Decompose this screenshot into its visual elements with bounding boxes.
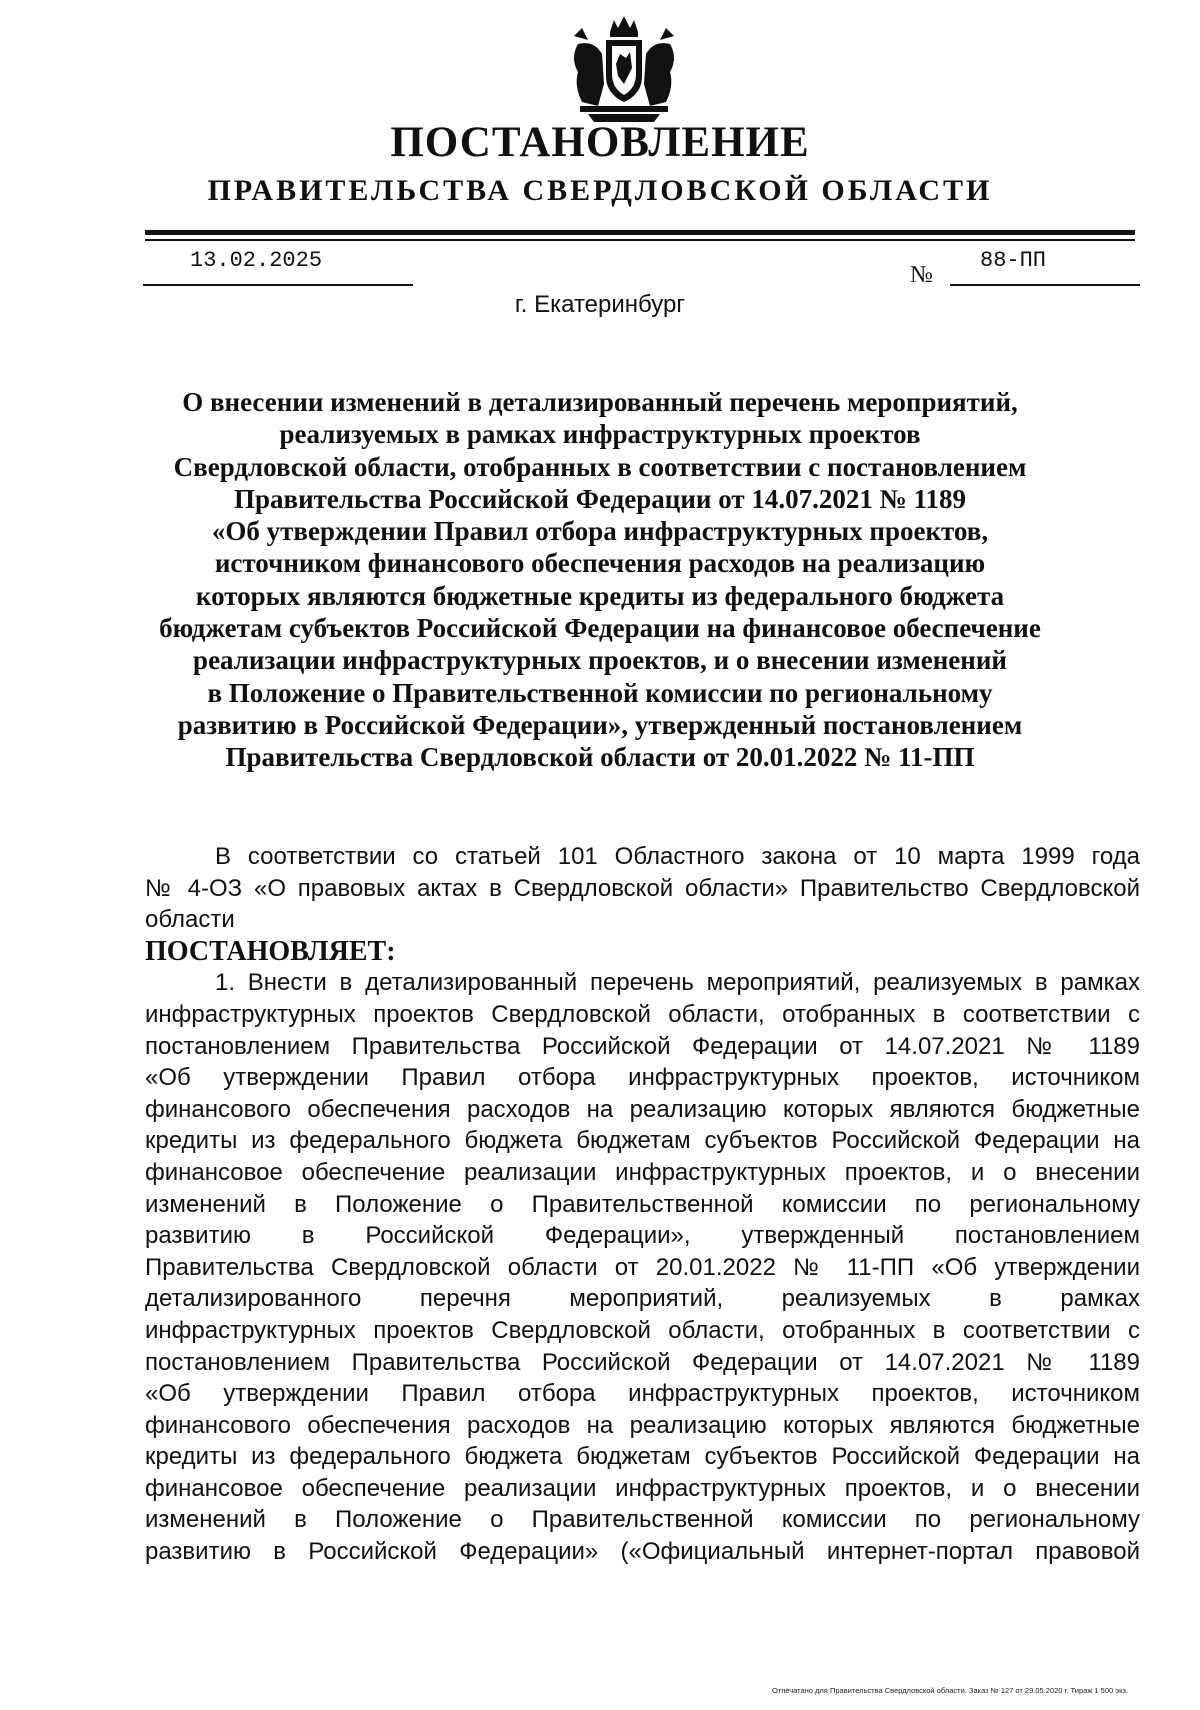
item1-line: постановлением Правительства Российской Федерации от 14.07.2021 № 1189 bbox=[145, 1348, 1140, 1376]
item1-line: развитию в Российской Федерации» («Официальный интернет-портал правовой bbox=[145, 1538, 1140, 1566]
item1-line: финансового обеспечения расходов на реализацию которых являются бюджетные bbox=[145, 1411, 1140, 1439]
heading-line: Правительства Российской Федерации от 14.07.2021 № 1189 bbox=[234, 483, 966, 514]
heading-line: «Об утверждении Правил отбора инфраструктурных проектов, bbox=[211, 516, 989, 547]
number-underline bbox=[950, 284, 1140, 286]
heading-line: бюджетам субъектов Российской Федерации на финансовое обеспечение bbox=[159, 613, 1041, 644]
date-underline bbox=[143, 284, 413, 286]
document-date: 13.02.2025 bbox=[190, 248, 323, 273]
item1-line: изменений в Положение о Правительственной комиссии по региональному bbox=[145, 1506, 1140, 1534]
issuer-subtitle: ПРАВИТЕЛЬСТВА СВЕРДЛОВСКОЙ ОБЛАСТИ bbox=[207, 174, 993, 207]
preamble-line: В соответствии со статьей 101 Областного закона от 10 марта 1999 года bbox=[215, 843, 1140, 870]
item1-line: Правительства Свердловской области от 20.01.2022 № 11-ПП «Об утверждении bbox=[145, 1253, 1140, 1281]
header-rule-thin bbox=[145, 239, 1135, 241]
document-body bbox=[145, 841, 1140, 1568]
document-heading bbox=[0, 386, 1200, 774]
heading-line: развитию в Российской Федерации», утвержденный постановлением bbox=[177, 709, 1023, 740]
header-rule-thick bbox=[145, 230, 1135, 235]
city-label: г. Екатеринбург bbox=[514, 291, 686, 318]
resolves-heading: ПОСТАНОВЛЯЕТ: bbox=[145, 935, 396, 967]
item1-line: развитию в Российской Федерации», утвержденный постановлением bbox=[145, 1222, 1140, 1250]
heading-line: источником финансового обеспечения расходов на реализацию bbox=[214, 548, 986, 579]
number-sign: № bbox=[910, 262, 933, 288]
heading-line: реализуемых в рамках инфраструктурных проектов bbox=[279, 419, 921, 450]
item1-line: «Об утверждении Правил отбора инфраструктурных проектов, источником bbox=[145, 1380, 1140, 1408]
item1-line: инфраструктурных проектов Свердловской области, отобранных в соответствии с bbox=[145, 1316, 1140, 1344]
item1-line: инфраструктурных проектов Свердловской области, отобранных в соответствии с bbox=[145, 1000, 1140, 1028]
heading-line: в Положение о Правительственной комиссии по региональному bbox=[207, 677, 993, 708]
document-type-title: ПОСТАНОВЛЕНИЕ bbox=[390, 119, 810, 166]
item1-line: финансового обеспечения расходов на реализацию которых являются бюджетные bbox=[145, 1095, 1140, 1123]
preamble-line: № 4-ОЗ «О правовых актах в Свердловской области» Правительство Свердловской bbox=[145, 874, 1140, 902]
item1-line: кредиты из федерального бюджета бюджетам субъектов Российской Федерации на bbox=[145, 1443, 1140, 1471]
heading-line: которых являются бюджетные кредиты из федерального бюджета bbox=[195, 580, 1005, 611]
print-note: Отпечатано для Правительства Свердловской области. Заказ № 127 от 29.05.2020 г. Тираж 1 500 экз. bbox=[771, 1686, 1128, 1695]
heading-line: реализации инфраструктурных проектов, и о внесении изменений bbox=[193, 645, 1007, 676]
heading-line: О внесении изменений в детализированный перечень мероприятий, bbox=[182, 387, 1018, 417]
heading-line: Свердловской области, отобранных в соответствии с постановлением bbox=[173, 451, 1027, 482]
item1-line: детализированного перечня мероприятий, реализуемых в рамках bbox=[145, 1285, 1140, 1313]
item1-line: «Об утверждении Правил отбора инфраструктурных проектов, источником bbox=[145, 1064, 1140, 1092]
heading-line: Правительства Свердловской области от 20.01.2022 № 11-ПП bbox=[225, 742, 975, 773]
item1-line: кредиты из федерального бюджета бюджетам субъектов Российской Федерации на bbox=[145, 1127, 1140, 1155]
item1-line: финансовое обеспечение реализации инфраструктурных проектов, и о внесении bbox=[145, 1474, 1140, 1502]
document-number: 88-ПП bbox=[980, 248, 1047, 273]
coat-of-arms-icon bbox=[560, 14, 688, 124]
item1-line: 1. Внести в детализированный перечень мероприятий, реализуемых в рамках bbox=[215, 969, 1140, 997]
preamble-line: области bbox=[145, 906, 235, 934]
item1-line: изменений в Положение о Правительственной комиссии по региональному bbox=[145, 1190, 1140, 1218]
item1-line: постановлением Правительства Российской Федерации от 14.07.2021 № 1189 bbox=[145, 1032, 1140, 1060]
item1-line: финансовое обеспечение реализации инфраструктурных проектов, и о внесении bbox=[145, 1158, 1140, 1186]
